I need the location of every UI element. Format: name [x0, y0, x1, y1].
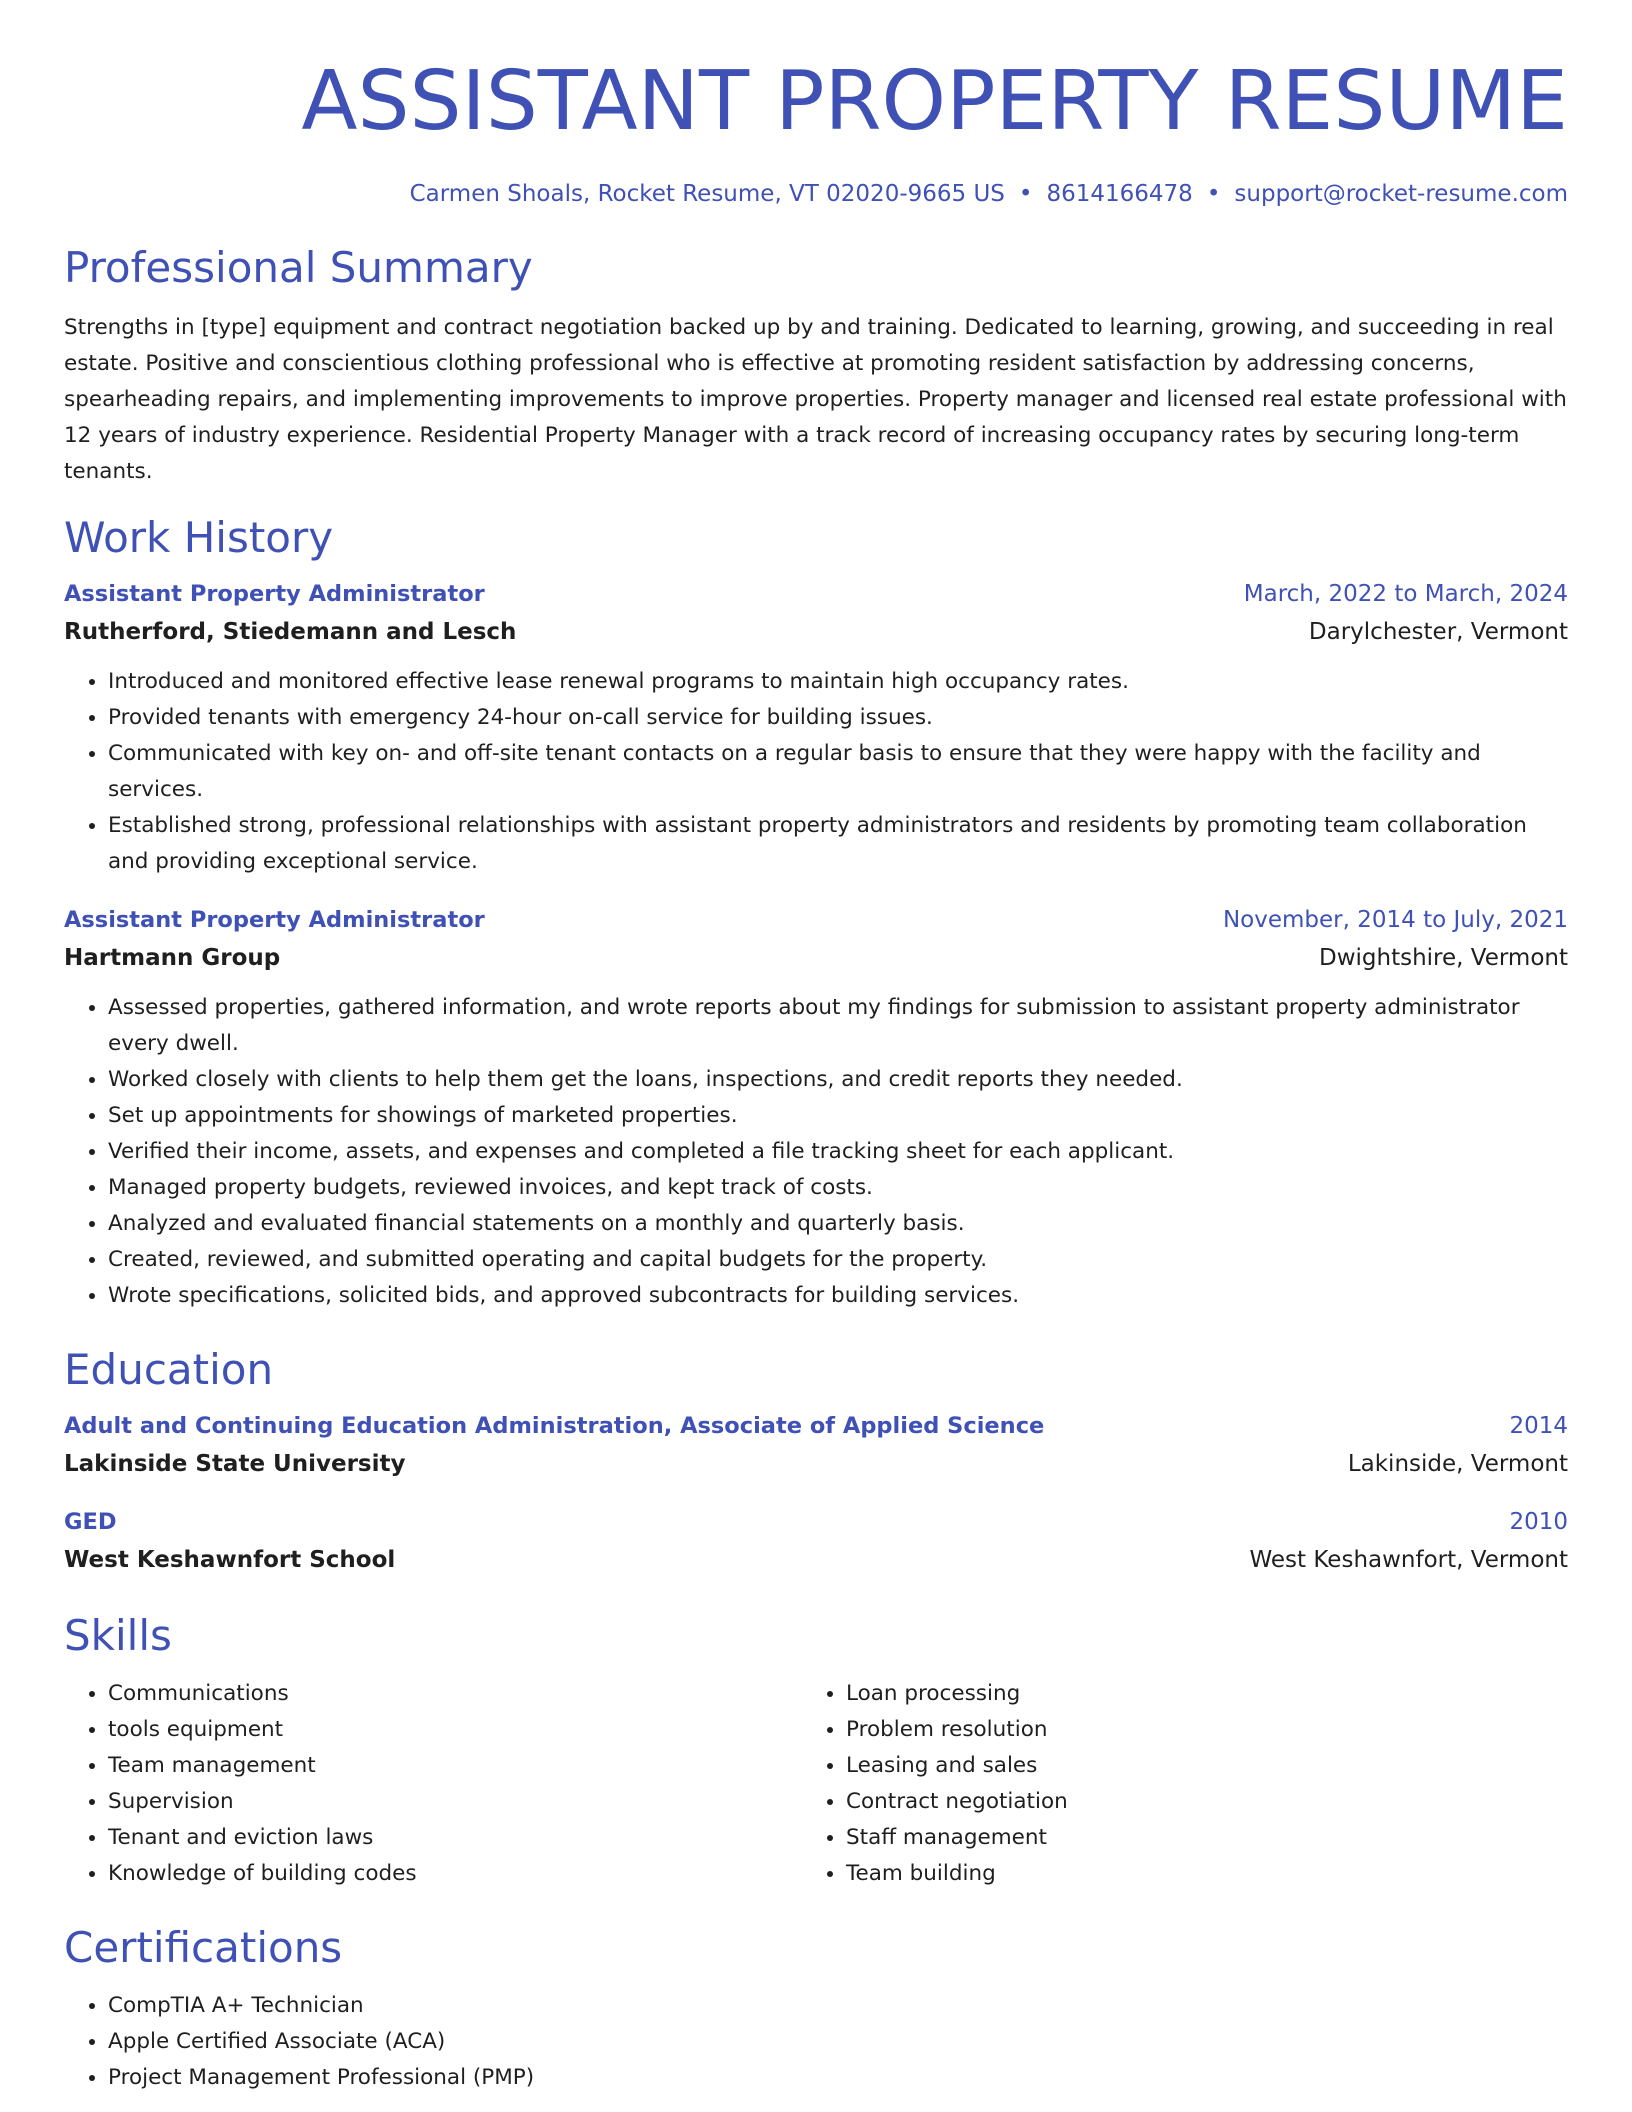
job-bullet-list: [64, 664, 1568, 880]
certifications-list: [64, 1988, 1568, 2096]
resume-header: [64, 0, 1568, 210]
education-location: Lakinside, Vermont: [1347, 1451, 1568, 1477]
job-bullet: • Created, reviewed, and submitted operating and capital budgets for the property.: [108, 1242, 1568, 1278]
skill-item: • Tenant and eviction laws: [108, 1820, 802, 1856]
skill-item: • Contract negotiation: [846, 1784, 1540, 1820]
education-degree: GED: [64, 1509, 117, 1535]
skills-heading: Skills: [64, 1611, 172, 1660]
job-bullet: • Worked closely with clients to help them get the loans, inspections, and credit reports they needed.: [108, 1062, 1568, 1098]
certification-item: • Project Management Professional (PMP): [108, 2060, 1568, 2096]
skill-item: • Staff management: [846, 1820, 1540, 1856]
education-year: 2014: [1509, 1413, 1568, 1439]
skill-item: • Team building: [846, 1856, 1540, 1892]
education-year: 2010: [1509, 1509, 1568, 1535]
work-history-heading: Work History: [64, 513, 334, 562]
contact-line: [64, 178, 1568, 210]
skill-item: • Leasing and sales: [846, 1748, 1540, 1784]
education-heading: Education: [64, 1345, 274, 1394]
education-school: Lakinside State University: [64, 1451, 406, 1477]
job-bullet-list: [64, 990, 1568, 1314]
skill-item: • Knowledge of building codes: [108, 1856, 802, 1892]
contact-email: support@rocket-resume.com: [1234, 181, 1568, 207]
certification-item: • CompTIA A+ Technician: [108, 1988, 1568, 2024]
job-bullet: • Introduced and monitored effective lease renewal programs to maintain high occupancy rates.: [108, 664, 1568, 700]
skills-list-left: [64, 1676, 802, 1892]
job-company: Hartmann Group: [64, 945, 281, 971]
job-bullet: • Provided tenants with emergency 24-hour on-call service for building issues.: [108, 700, 1568, 736]
skill-item: • Loan processing: [846, 1676, 1540, 1712]
job-role: Assistant Property Administrator: [64, 581, 485, 607]
skill-item: • Team management: [108, 1748, 802, 1784]
contact-separator: •: [1018, 181, 1033, 207]
education-degree: Adult and Continuing Education Administration, Associate of Applied Science: [64, 1413, 1045, 1439]
job-bullet: • Wrote specifications, solicited bids, and approved subcontracts for building services.: [108, 1278, 1568, 1314]
job-bullet: • Assessed properties, gathered information, and wrote reports about my findings for submission to assistant property administrator every dwell.: [108, 990, 1568, 1062]
resume-title: ASSISTANT PROPERTY RESUME: [301, 54, 1568, 149]
skill-item: • tools equipment: [108, 1712, 802, 1748]
education-location: West Keshawnfort, Vermont: [1249, 1547, 1568, 1573]
contact-phone: 8614166478: [1046, 181, 1193, 207]
skill-item: • Supervision: [108, 1784, 802, 1820]
job-dates: March, 2022 to March, 2024: [1243, 581, 1568, 607]
job-bullet: • Established strong, professional relationships with assistant property administrators and residents by promoting team collaboration and providing exceptional service.: [108, 808, 1568, 880]
certifications-heading: Certifications: [64, 1923, 343, 1972]
job-company: Rutherford, Stiedemann and Lesch: [64, 619, 517, 645]
skills-grid: [64, 1676, 1568, 1892]
job-location: Dwightshire, Vermont: [1318, 945, 1568, 971]
job-bullet: • Verified their income, assets, and expenses and completed a file tracking sheet for each applicant.: [108, 1134, 1568, 1170]
skill-item: • Communications: [108, 1676, 802, 1712]
job-bullet: • Analyzed and evaluated financial statements on a monthly and quarterly basis.: [108, 1206, 1568, 1242]
job-bullet: • Managed property budgets, reviewed invoices, and kept track of costs.: [108, 1170, 1568, 1206]
summary-heading: Professional Summary: [64, 243, 533, 292]
job-role: Assistant Property Administrator: [64, 907, 485, 933]
job-dates: November, 2014 to July, 2021: [1222, 907, 1568, 933]
job-entry: [64, 576, 1568, 880]
skills-list-right: [802, 1676, 1540, 1892]
education-entry: [64, 1408, 1568, 1484]
education-entry: [64, 1504, 1568, 1580]
skill-item: • Problem resolution: [846, 1712, 1540, 1748]
contact-separator: •: [1206, 181, 1221, 207]
job-bullet: • Communicated with key on- and off-site tenant contacts on a regular basis to ensure that they were happy with the facility and services.: [108, 736, 1568, 808]
job-bullet: • Set up appointments for showings of marketed properties.: [108, 1098, 1568, 1134]
job-location: Darylchester, Vermont: [1308, 619, 1568, 645]
job-entry: [64, 902, 1568, 1314]
contact-address: Carmen Shoals, Rocket Resume, VT 02020-9665 US: [409, 181, 1005, 207]
certification-item: • Apple Certified Associate (ACA): [108, 2024, 1568, 2060]
education-school: West Keshawnfort School: [64, 1547, 396, 1573]
summary-text: Strengths in [type] equipment and contract negotiation backed up by and training. Dedicated to learning, growing, and succeeding in real estate. Positive and conscientious clothing professional who is effective at promoting resident satisfaction by addressing concerns, spearheading repairs, and implementing improvements to improve properties. Property manager and licensed real estate professional with 12 years of industry experience. Residential Property Manager with a track record of increasing occupancy rates by securing long-term tenants.: [64, 315, 1567, 484]
